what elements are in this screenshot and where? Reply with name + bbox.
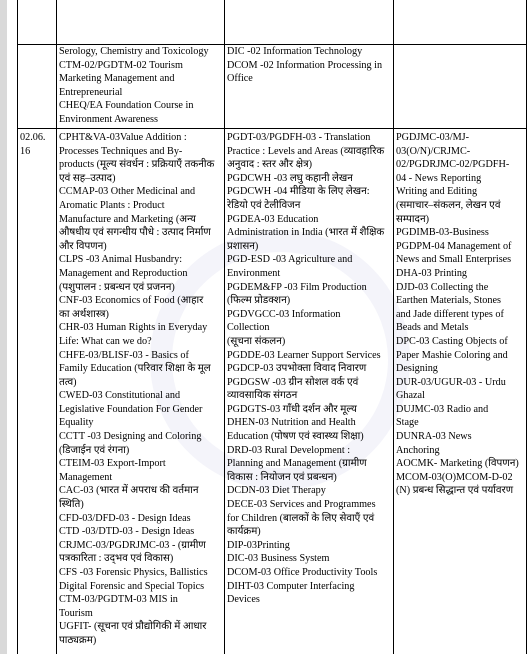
cell-line: for Children (बालकों के लिए सेवाएँ एवं xyxy=(227,512,375,524)
cell-line: का अर्थशास्त्र) xyxy=(59,308,109,320)
cell-line: DHA-03 Printing xyxy=(396,267,468,279)
cell-line: PGDGTS-03 गाँधी दर्शन और मूल्य xyxy=(227,403,357,415)
cell-line: DJD-03 Collecting the xyxy=(396,281,489,293)
cell-line: AOCMK- Marketing (विपणन) xyxy=(396,458,519,470)
row1-col3-cell xyxy=(227,45,392,86)
cell-line: Practice : Levels and Areas (व्यावहारिक xyxy=(227,145,385,157)
cell-line: Environment Awareness xyxy=(59,113,158,125)
cell-line: PGDDE-03 Learner Support Services xyxy=(227,349,381,361)
cell-line: products (मूल्य संवर्धन : प्रक्रियाएँ तकनीक xyxy=(59,159,215,171)
cell-line: DUNRA-03 News xyxy=(396,431,472,443)
cell-line: CCMAP-03 Other Medicinal and xyxy=(59,186,196,198)
cell-line: और विपणन) xyxy=(59,240,107,252)
row2-col2-cell xyxy=(59,131,223,648)
cell-line: CWED-03 Constitutional and xyxy=(59,390,181,402)
cell-line: 04 - News Reporting xyxy=(396,172,482,184)
cell-line: UGFIT- (सूचना एवं प्रौद्योगिकी में आधार xyxy=(59,621,207,633)
cell-line: Entrepreneurial xyxy=(59,86,123,98)
cell-line: DIC-03 Business System xyxy=(227,553,330,565)
cell-line: सम्पादन) xyxy=(396,213,430,225)
cell-line: (सूचना संकलन) xyxy=(227,335,286,347)
cell-line: News and Small Enterprises xyxy=(396,254,512,266)
page-edge-shadow xyxy=(0,0,7,654)
cell-line: DCOM -02 Information Processing in xyxy=(227,59,383,71)
cell-line: PGDCWH -04 मीडिया के लिए लेखन: xyxy=(227,186,370,198)
cell-line: PGDGSW -03 ग्रीन सोशल वर्क एवं xyxy=(227,376,359,388)
cell-line: DCDN-03 Diet Therapy xyxy=(227,485,326,497)
cell-line: CCTT -03 Designing and Coloring xyxy=(59,431,202,443)
cell-line: DIC -02 Information Technology xyxy=(227,46,363,57)
row2-date-cell xyxy=(20,131,55,158)
cell-line: PGDPM-04 Management of xyxy=(396,240,512,252)
cell-line: (पशुपालन : प्रबन्धन एवं प्रजनन) xyxy=(59,281,175,293)
cell-line: CLPS -03 Animal Husbandry: xyxy=(59,254,183,266)
cell-line: PGDEA-03 Education xyxy=(227,213,319,225)
cell-line: CFS -03 Forensic Physics, Ballistics xyxy=(59,567,208,578)
cell-line: अनुवाद : स्तर और क्षेत्र) xyxy=(227,159,313,171)
cell-line: Management and Reproduction xyxy=(59,267,188,279)
cell-line: Administration in India (भारत में शैक्षिक xyxy=(227,227,385,239)
cell-line: DIHT-03 Computer Interfacing xyxy=(227,580,355,592)
cell-line: औषधीय एवं सगन्धीय पौधे : उत्पाद निर्माण xyxy=(59,227,211,239)
cell-line: 16 xyxy=(20,145,31,157)
cell-line: Paper Mashie Coloring and xyxy=(396,349,508,361)
cell-line: प्रशासन) xyxy=(227,240,259,252)
cell-line: and Jade different types of xyxy=(396,308,504,320)
cell-line: Anchoring xyxy=(396,444,440,456)
cell-line: CHEQ/EA Foundation Course in xyxy=(59,100,194,112)
cell-line: PGDEM&FP -03 Film Production xyxy=(227,281,367,293)
cell-line: (फिल्म प्रोडक्शन) xyxy=(227,295,291,307)
cell-line: MCOM-03(O)MCOM-D-02 xyxy=(396,471,513,483)
cell-line: Serology, Chemistry and Toxicology xyxy=(59,46,209,57)
cell-line: DECE-03 Services and Programmes xyxy=(227,499,376,511)
cell-line: Stage xyxy=(396,417,419,429)
cell-line: कार्यक्रम) xyxy=(227,526,261,538)
cell-line: Legislative Foundation For Gender xyxy=(59,403,203,415)
cell-line: CTD -03/DTD-03 - Design Ideas xyxy=(59,526,195,538)
cell-line: CTM-03/PGDTM-03 MIS in xyxy=(59,594,178,606)
cell-line: Marketing Management and xyxy=(59,73,175,85)
cell-line: PGDCWH -03 लघु कहानी लेखन xyxy=(227,172,353,184)
cell-line: Environment xyxy=(227,267,281,279)
cell-line: 02.06. xyxy=(20,132,46,143)
cell-line: DUR-03/UGUR-03 - Urdu xyxy=(396,376,506,388)
cell-line: एवं सह–उत्पाद) xyxy=(59,172,116,184)
cell-line: स्थिति) xyxy=(59,499,84,511)
cell-line: Life: What can we do? xyxy=(59,335,152,347)
cell-line: Family Education (परिवार शिक्षा के मूल xyxy=(59,363,211,375)
cell-line: पाठ्यक्रम) xyxy=(59,634,97,646)
cell-line: PGD-ESD -03 Agriculture and xyxy=(227,254,353,266)
cell-line: तत्व) xyxy=(59,376,77,388)
cell-line: Planning and Management (ग्रामीण xyxy=(227,458,367,470)
cell-line: PGDVGCC-03 Information xyxy=(227,308,341,320)
cell-line: CRJMC-03/PGDRJMC-03 - (ग्रामीण xyxy=(59,539,206,551)
cell-line: Manufacture and Marketing (अन्य xyxy=(59,213,196,225)
cell-line: Equality xyxy=(59,417,94,429)
cell-line: PGDT-03/PGDFH-03 - Translation xyxy=(227,132,371,143)
cell-line: Digital Forensic and Special Topics xyxy=(59,580,205,592)
cell-line: DRD-03 Rural Development : xyxy=(227,444,351,456)
row2-col4-cell xyxy=(396,131,526,498)
row2-col3-cell xyxy=(227,131,392,607)
row-divider xyxy=(17,128,527,129)
cell-line: विकास : नियोजन एवं प्रबन्धन) xyxy=(227,471,337,483)
cell-line: Beads and Metals xyxy=(396,322,469,334)
cell-line: Office xyxy=(227,73,253,85)
cell-line: 02/PGDRJMC-02/PGDFH- xyxy=(396,159,510,171)
column-divider-date xyxy=(56,0,57,654)
cell-line: PGDCP-03 उपभोक्ता विवाद निवारण xyxy=(227,363,367,375)
cell-line: Devices xyxy=(227,594,260,606)
cell-line: CAC-03 (भारत में अपराध की वर्तमान xyxy=(59,485,199,497)
column-divider-2 xyxy=(224,0,225,654)
cell-line: Ghazal xyxy=(396,390,425,402)
cell-line: PGDJMC-03/MJ- xyxy=(396,132,470,143)
cell-line: (डिजाईन एवं रंगना) xyxy=(59,444,130,456)
cell-line: (समाचार–संकलन, लेखन एवं xyxy=(396,199,501,211)
cell-line: CTEIM-03 Export-Import xyxy=(59,458,166,470)
cell-line: Writing and Editing xyxy=(396,186,478,198)
cell-line: CPHT&VA-03Value Addition : xyxy=(59,132,187,143)
cell-line: Processes Techniques and By- xyxy=(59,145,183,157)
cell-line: 03(O/N)/CRJMC- xyxy=(396,145,471,157)
cell-line: Designing xyxy=(396,363,438,375)
cell-line: CHFE-03/BLISF-03 - Basics of xyxy=(59,349,189,361)
cell-line: CNF-03 Economics of Food (आहार xyxy=(59,295,204,307)
cell-line: Collection xyxy=(227,322,270,334)
cell-line: व्यावसायिक संगठन xyxy=(227,390,298,402)
cell-line: DUJMC-03 Radio and xyxy=(396,403,489,415)
cell-line: CHR-03 Human Rights in Everyday xyxy=(59,322,208,334)
cell-line: CTM-02/PGDTM-02 Tourism xyxy=(59,59,183,71)
cell-line: Tourism xyxy=(59,607,93,619)
cell-line: CFD-03/DFD-03 - Design Ideas xyxy=(59,512,191,524)
cell-line: PGDIMB-03-Business xyxy=(396,227,489,239)
cell-line: Education (पोषण एवं स्वास्थ्य शिक्षा) xyxy=(227,431,364,443)
cell-line: Management xyxy=(59,471,113,483)
cell-line: DHEN-03 Nutrition and Health xyxy=(227,417,356,429)
cell-line: (N) प्रबन्ध सिद्धान्त एवं पर्यावरण xyxy=(396,485,514,497)
cell-line: DPC-03 Casting Objects of xyxy=(396,335,508,347)
cell-line: DCOM-03 Office Productivity Tools xyxy=(227,567,378,578)
column-divider-3 xyxy=(393,0,394,654)
cell-line: रेडियो एवं टेलीविजन xyxy=(227,199,301,211)
row1-col2-cell xyxy=(59,45,223,127)
cell-line: Earthen Materials, Stones xyxy=(396,295,501,307)
cell-line: Aromatic Plants : Product xyxy=(59,199,165,211)
cell-line: पत्रकारिता : उद्‌भव एवं विकास) xyxy=(59,553,174,565)
cell-line: DIP-03Printing xyxy=(227,539,290,551)
